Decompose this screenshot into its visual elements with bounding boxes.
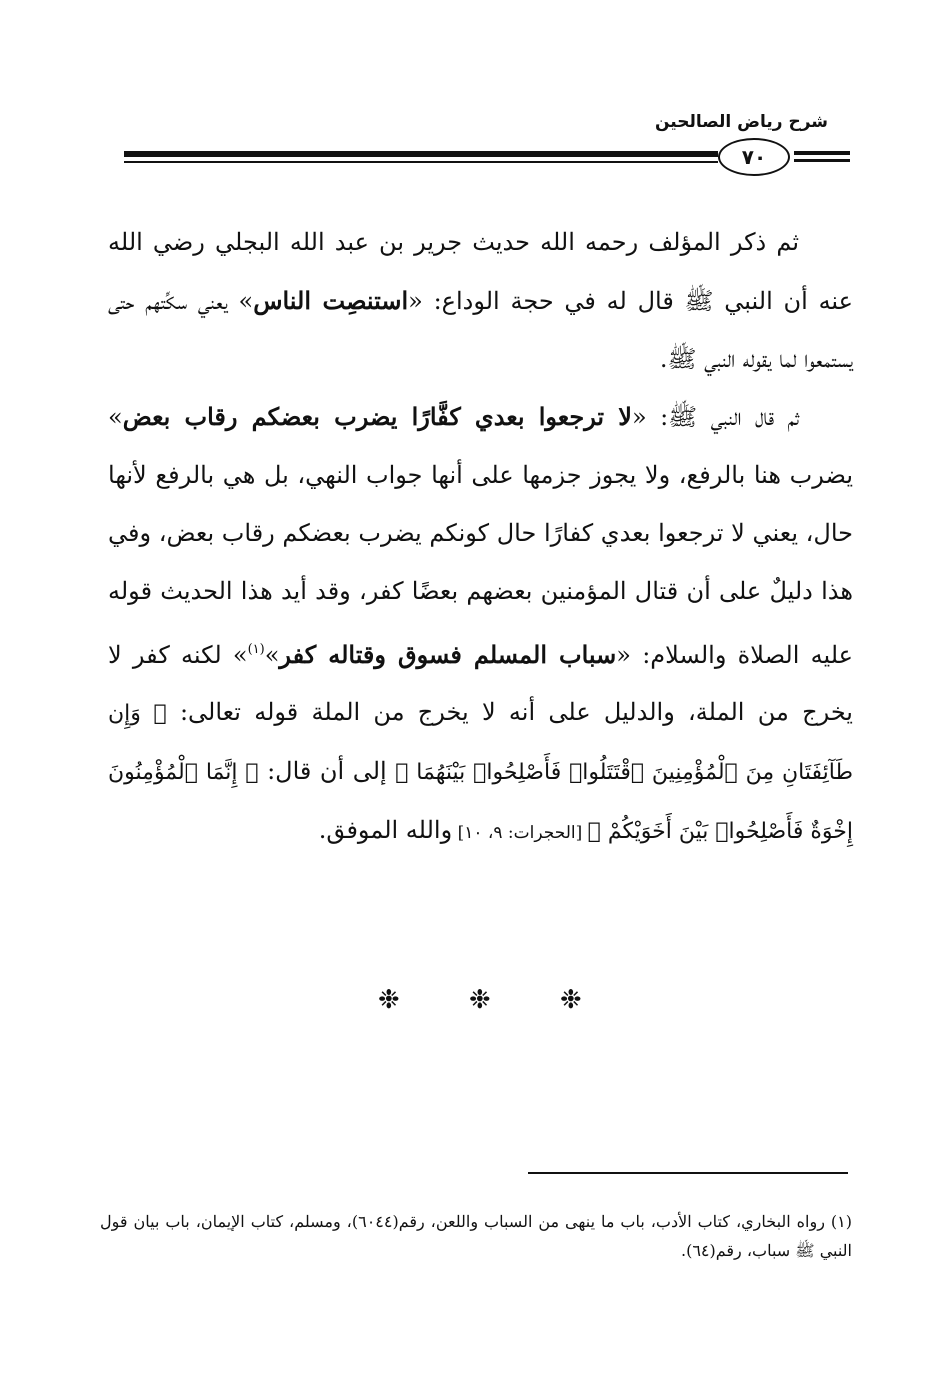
star-ornament-icon: ❉ — [378, 985, 400, 1015]
header-rule-right-bottom — [794, 159, 850, 162]
quran-reference: [الحجرات: ٩، ١٠] — [452, 822, 588, 843]
section-separator — [0, 985, 952, 1025]
p2-mid-text: » يضرب هنا بالرفع، ولا يجوز جزمها على أنها جواب النهي، بل هي بالرفع لأنها حال، يعني لا ترجعوا بعدي كفارًا حال كونكم يضرب بعضكم رقاب بعض، وفي هذا دليلٌ على أن قتال المؤمنين بعضهم بعضًا كفر، وقد أيد هذا الحديث قوله عليه الصلاة والسلام: « — [108, 403, 853, 669]
p1-text: ثم ذكر المؤلف رحمه الله حديث جرير بن عبد الله البجلي رضي الله عنه أن النبي ﷺ قال له في حجة الوداع: « — [108, 228, 853, 315]
p2-start-text: ثم قال النبي ﷺ: « — [631, 403, 799, 432]
p2-after-text: » لكنه كفر لا يخرج من الملة، والدليل على أنه لا يخرج من الملة قوله تعالى: — [108, 640, 853, 727]
p1-quote-bold: استنصِت الناس — [253, 285, 409, 315]
quran-verse-2: ﴿ إِنَّمَا ٱلْمُؤْمِنُونَ إِخْوَةٌ فَأَصْلِحُوا۟ بَيْنَ أَخَوَيْكُمْ ﴾ — [108, 760, 853, 844]
hadith-quote-bold-2: سباب المسلم فسوق وقتاله كفر — [279, 639, 617, 669]
header-rule-thick — [124, 151, 718, 157]
header-rule-right-top — [794, 151, 850, 155]
footnote-rule — [528, 1172, 848, 1174]
star-ornament-icon: ❉ — [469, 985, 491, 1015]
header-rule-thin — [124, 161, 718, 163]
quran-verse-1: ﴿ وَإِن طَآئِفَتَانِ مِنَ ٱلْمُؤْمِنِينَ ٱقْتَتَلُوا۟ فَأَصْلِحُوا۟ بَيْنَهُمَا ﴾ — [108, 701, 853, 786]
main-text — [108, 214, 853, 863]
hadith-quote-bold: لا ترجعوا بعدي كفَّارًا يضرب بعضكم رقاب بعض — [122, 402, 632, 432]
p2-end-text: والله الموفق. — [318, 815, 453, 844]
page-number-badge — [718, 138, 790, 176]
star-ornament-icon: ❉ — [560, 985, 582, 1015]
page-number: ٧٠ — [741, 145, 767, 169]
footnote-text: (١) رواه البخاري، كتاب الأدب، باب ما ينهى من السباب واللعن، رقم(٦٠٤٤)، ومسلم، كتاب الإيمان، باب بيان قول النبي ﷺ سباب، رقم(٦٤). — [100, 1212, 852, 1260]
running-header-title: شرح رياض الصالحين — [654, 112, 828, 132]
p2-mark: » — [264, 640, 280, 669]
footnote — [100, 1207, 852, 1265]
footnote-marker: (١) — [247, 641, 265, 657]
paragraph-2 — [108, 388, 853, 862]
p2-between-text: إلى أن قال: — [258, 757, 396, 786]
paragraph-1 — [108, 214, 853, 388]
p1-end-text: » يعني سكِّتهم حتى يستمعوا لما يقوله النبي ﷺ. — [108, 286, 853, 373]
